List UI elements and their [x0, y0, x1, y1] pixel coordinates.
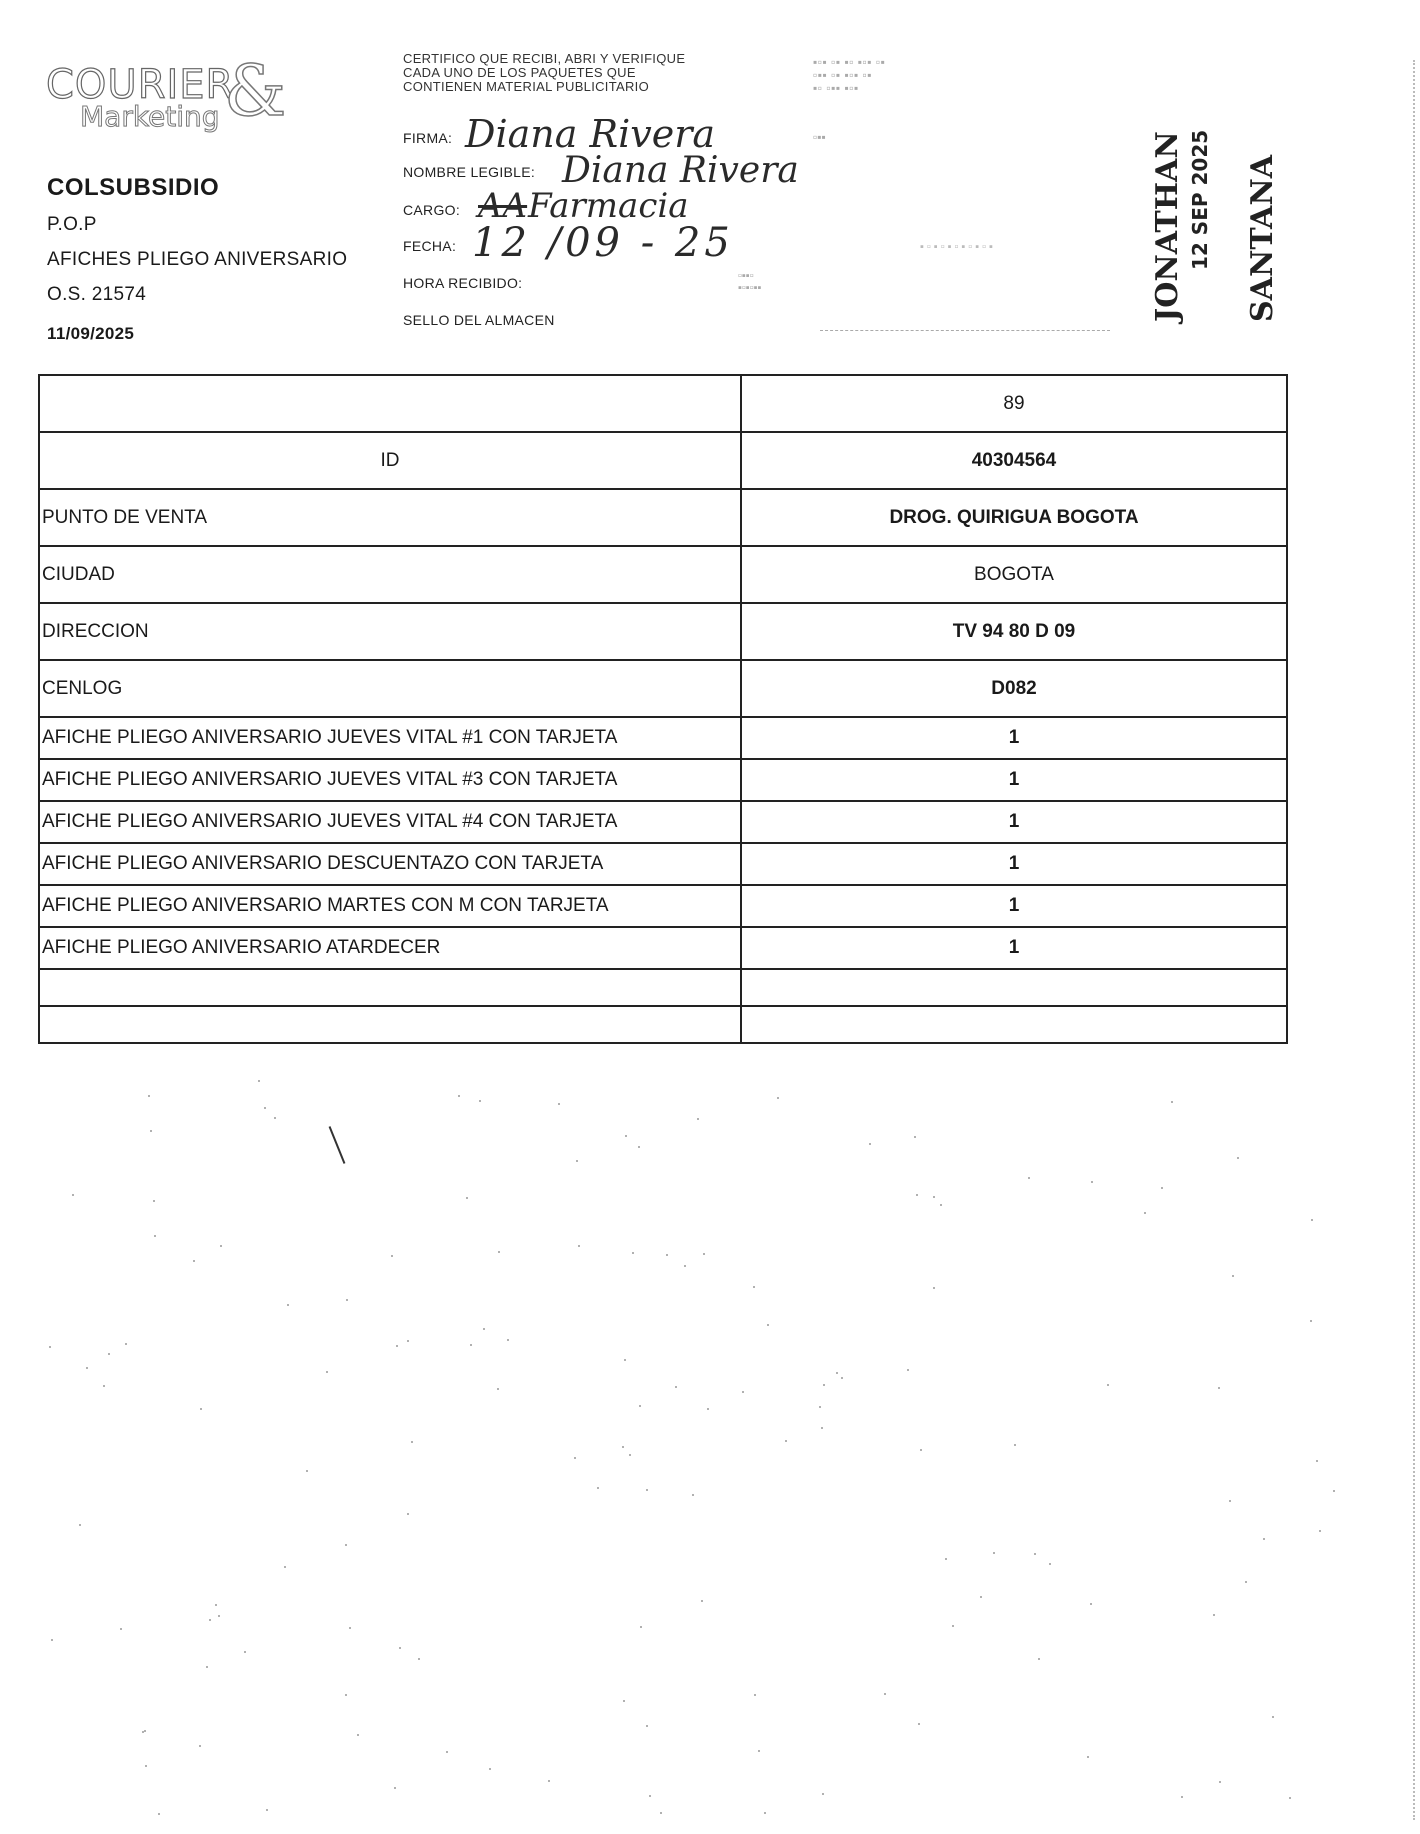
cargo-label: CARGO: [403, 202, 461, 218]
scan-speck [411, 1441, 413, 1443]
scan-speck [1144, 1212, 1146, 1214]
row-label: AFICHE PLIEGO ANIVERSARIO JUEVES VITAL #1 CON TARJETA [39, 717, 741, 759]
scan-speck [1087, 1756, 1089, 1758]
scan-speck [200, 1408, 202, 1410]
row-label: AFICHE PLIEGO ANIVERSARIO ATARDECER [39, 927, 741, 969]
scan-speck [1311, 1219, 1313, 1221]
scan-speck [1245, 1581, 1247, 1583]
scan-speck [345, 1544, 347, 1546]
table-row [39, 603, 1287, 660]
scan-speck [742, 1391, 744, 1393]
scan-speck [1263, 1538, 1265, 1540]
scan-speck [1107, 1384, 1109, 1386]
scan-speck [914, 1136, 916, 1138]
scan-speck [396, 1345, 398, 1347]
scan-speck [548, 1780, 550, 1782]
scan-speck [623, 1700, 625, 1702]
faded-ghost-stamp: ▫▪▪▫ ▪▫▪▫▪▪ [738, 270, 762, 294]
scan-speck [1319, 1530, 1321, 1532]
scan-speck [349, 1627, 351, 1629]
scan-speck [625, 1135, 627, 1137]
scan-speck [980, 1596, 982, 1598]
scan-speck [576, 1160, 578, 1162]
scan-speck [497, 1388, 499, 1390]
stamp-name-2: SANTANA [1245, 154, 1280, 322]
row-value: BOGOTA [741, 546, 1287, 603]
scan-speck [142, 1731, 144, 1733]
scan-speck [785, 1440, 787, 1442]
client-name: COLSUBSIDIO [47, 174, 220, 201]
faded-ghost-text: ▫▪▪ [813, 130, 826, 144]
table-row [39, 801, 1287, 843]
scan-speck [1219, 1781, 1221, 1783]
scan-speck [287, 1304, 289, 1306]
scan-speck [597, 1487, 599, 1489]
scan-speck [498, 1251, 500, 1253]
scan-speck [697, 1118, 699, 1120]
scan-speck [284, 1566, 286, 1568]
scan-speck [150, 1130, 152, 1132]
row-label: AFICHE PLIEGO ANIVERSARIO DESCUENTAZO CON TARJETA [39, 843, 741, 885]
scan-speck [945, 1558, 947, 1560]
nombre-row [403, 164, 535, 180]
fecha-row [403, 238, 456, 254]
table-row [39, 759, 1287, 801]
firma-signature: Diana Rivera [465, 112, 716, 156]
material-type: P.O.P [47, 214, 97, 235]
scan-speck [154, 1235, 156, 1237]
scan-speck [258, 1080, 260, 1082]
scan-speck [193, 1260, 195, 1262]
row-value: D082 [741, 660, 1287, 717]
scan-speck [1289, 1797, 1291, 1799]
scan-speck [49, 1346, 51, 1348]
scan-speck [629, 1454, 631, 1456]
certification-text [403, 52, 763, 94]
scan-speck [841, 1377, 843, 1379]
scan-speck [1091, 1181, 1093, 1183]
table-row [39, 927, 1287, 969]
scan-speck [675, 1386, 677, 1388]
scan-speck [144, 1730, 146, 1732]
row-value: 1 [741, 717, 1287, 759]
scan-speck [758, 1750, 760, 1752]
scan-speck [884, 1693, 886, 1695]
row-value: 1 [741, 801, 1287, 843]
row-label: ID [39, 432, 741, 489]
scan-speck [466, 1197, 468, 1199]
row-label: AFICHE PLIEGO ANIVERSARIO MARTES CON M CON TARJETA [39, 885, 741, 927]
scan-edge [1413, 60, 1416, 1820]
scan-speck [1034, 1553, 1036, 1555]
logo-marketing-text: Marketing [80, 100, 220, 133]
scan-speck [72, 1194, 74, 1196]
row-value: 40304564 [741, 432, 1287, 489]
scan-speck [660, 1812, 662, 1814]
scan-speck [578, 1245, 580, 1247]
scan-speck [218, 1615, 220, 1617]
scan-speck [1181, 1796, 1183, 1798]
scan-speck [1028, 1177, 1030, 1179]
courier-marketing-logo [44, 50, 287, 135]
scan-speck [244, 1651, 246, 1653]
scan-speck [274, 1117, 276, 1119]
scan-speck [103, 1385, 105, 1387]
scan-speck [993, 1552, 995, 1554]
scan-speck [483, 1328, 485, 1330]
scan-speck [407, 1340, 409, 1342]
scan-speck [153, 1200, 155, 1202]
scan-speck [777, 1097, 779, 1099]
scan-speck [666, 1254, 668, 1256]
scan-speck [446, 1751, 448, 1753]
scan-speck [558, 1103, 560, 1105]
scan-speck [920, 1449, 922, 1451]
scan-speck [199, 1745, 201, 1747]
scan-speck [624, 1359, 626, 1361]
scan-speck [918, 1723, 920, 1725]
scan-speck [638, 1146, 640, 1148]
row-label: AFICHE PLIEGO ANIVERSARIO JUEVES VITAL #3 CON TARJETA [39, 759, 741, 801]
table-row [39, 375, 1287, 432]
scan-speck [836, 1372, 838, 1374]
row-value: 89 [741, 375, 1287, 432]
scan-speck [764, 1812, 766, 1814]
scan-speck [1218, 1387, 1220, 1389]
order-description: AFICHES PLIEGO ANIVERSARIO [47, 249, 348, 270]
logo-courier-text: COURIER [46, 62, 235, 108]
scan-speck [701, 1600, 703, 1602]
cert-line: CONTIENEN MATERIAL PUBLICITARIO [403, 79, 649, 94]
table-row [39, 660, 1287, 717]
order-number: O.S. 21574 [47, 284, 147, 305]
faded-ghost-text: ▪▫▪ ▫▪ ▪▫ ▪▫▪ ▫▪ ▫▪▪ ▫▪ ▪▫▪ ▫▪ ▪▫ ▫▪▪ ▪▫▪ [813, 55, 886, 95]
scan-speck [767, 1324, 769, 1326]
row-label [39, 375, 741, 432]
sello-row [403, 312, 555, 328]
scan-speck [470, 1344, 472, 1346]
table-row [39, 432, 1287, 489]
scan-speck [1333, 1490, 1335, 1492]
order-info [47, 174, 347, 357]
scan-speck [51, 1639, 53, 1641]
scan-speck [209, 1619, 211, 1621]
scan-speck [1213, 1614, 1215, 1616]
scan-speck [822, 1793, 824, 1795]
row-value: DROG. QUIRIGUA BOGOTA [741, 489, 1287, 546]
table-row [39, 969, 1287, 1006]
cargo-handwritten: Farmacia [528, 186, 689, 226]
row-value: 1 [741, 843, 1287, 885]
scan-speck [399, 1647, 401, 1649]
cargo-struck: AA [478, 186, 528, 226]
stamp-name-1: JONATHAN [1150, 131, 1185, 322]
scan-speck [125, 1343, 127, 1345]
scan-speck [1090, 1603, 1092, 1605]
scan-speck [1229, 1500, 1231, 1502]
scan-speck [632, 1252, 634, 1254]
row-label: DIRECCION [39, 603, 741, 660]
pen-mark [329, 1126, 346, 1164]
table-row [39, 717, 1287, 759]
scan-speck [1014, 1444, 1016, 1446]
scan-speck [220, 1245, 222, 1247]
cert-line: CADA UNO DE LOS PAQUETES QUE [403, 65, 636, 80]
scan-speck [940, 1204, 942, 1206]
row-value: 1 [741, 759, 1287, 801]
scan-speck [907, 1369, 909, 1371]
scan-speck [933, 1287, 935, 1289]
scan-speck [1316, 1460, 1318, 1462]
cert-line: CERTIFICO QUE RECIBI, ABRI Y VERIFIQUE [403, 51, 686, 66]
scan-speck [489, 1768, 491, 1770]
scan-speck [1232, 1275, 1234, 1277]
scan-speck [823, 1384, 825, 1386]
scan-speck [346, 1299, 348, 1301]
scan-speck [574, 1457, 576, 1459]
row-label [39, 1006, 741, 1043]
scan-speck [86, 1367, 88, 1369]
row-value: TV 94 80 D 09 [741, 603, 1287, 660]
scan-speck [264, 1107, 266, 1109]
row-label [39, 969, 741, 1006]
scan-speck [622, 1446, 624, 1448]
row-label: PUNTO DE VENTA [39, 489, 741, 546]
scan-speck [754, 1694, 756, 1696]
fecha-handwritten: 12 /09 - 25 [472, 220, 734, 266]
logo-ampersand: & [224, 50, 287, 132]
firma-label: FIRMA: [403, 130, 453, 146]
table-row [39, 546, 1287, 603]
scan-speck [933, 1196, 935, 1198]
scan-speck [158, 1813, 160, 1815]
scan-speck [120, 1628, 122, 1630]
scan-speck [646, 1489, 648, 1491]
sello-label: SELLO DEL ALMACEN [403, 312, 555, 328]
row-label: CENLOG [39, 660, 741, 717]
hora-row [403, 275, 522, 291]
nombre-handwritten: Diana Rivera [562, 150, 799, 191]
scan-speck [357, 1734, 359, 1736]
table-row [39, 489, 1287, 546]
firma-row [403, 130, 452, 146]
scan-speck [821, 1427, 823, 1429]
row-value: 1 [741, 927, 1287, 969]
faded-ghost-line: ▪▫▪▫▪▫▪▫▪▫▪ [920, 241, 996, 253]
cargo-row [403, 202, 460, 218]
row-value [741, 969, 1287, 1006]
scan-speck [266, 1809, 268, 1811]
stamp-date: 12 SEP 2025 [1188, 129, 1212, 270]
scan-speck [1161, 1187, 1163, 1189]
table-row [39, 885, 1287, 927]
scan-speck [649, 1795, 651, 1797]
scan-speck [1049, 1563, 1051, 1565]
scan-speck [1310, 1320, 1312, 1322]
scan-speck [145, 1765, 147, 1767]
scan-speck [1272, 1716, 1274, 1718]
hora-label: HORA RECIBIDO: [403, 275, 523, 291]
scan-speck [952, 1625, 954, 1627]
table-row [39, 843, 1287, 885]
scan-speck [753, 1286, 755, 1288]
scan-speck [391, 1255, 393, 1257]
scan-speck [108, 1353, 110, 1355]
scan-speck [215, 1604, 217, 1606]
scan-speck [684, 1265, 686, 1267]
scan-speck [1038, 1658, 1040, 1660]
scan-speck [507, 1339, 509, 1341]
scan-speck [79, 1524, 81, 1526]
scan-speck [1237, 1157, 1239, 1159]
scan-speck [916, 1194, 918, 1196]
row-label: AFICHE PLIEGO ANIVERSARIO JUEVES VITAL #4 CON TARJETA [39, 801, 741, 843]
scan-speck [326, 1371, 328, 1373]
dotted-line [820, 330, 1110, 331]
scan-speck [458, 1095, 460, 1097]
scan-speck [707, 1408, 709, 1410]
scan-speck [640, 1626, 642, 1628]
scan-speck [692, 1494, 694, 1496]
scan-speck [148, 1095, 150, 1097]
scan-speck [1171, 1101, 1173, 1103]
scan-speck [418, 1658, 420, 1660]
scan-speck [345, 1694, 347, 1696]
fecha-label: FECHA: [403, 238, 457, 254]
scan-speck [646, 1725, 648, 1727]
scan-speck [703, 1253, 705, 1255]
scan-speck [394, 1787, 396, 1789]
scan-speck [479, 1100, 481, 1102]
row-value: 1 [741, 885, 1287, 927]
nombre-label: NOMBRE LEGIBLE: [403, 164, 536, 180]
scan-speck [639, 1405, 641, 1407]
order-date: 11/09/2025 [47, 324, 135, 343]
scan-speck [407, 1513, 409, 1515]
row-label: CIUDAD [39, 546, 741, 603]
scan-speck [206, 1666, 208, 1668]
row-value [741, 1006, 1287, 1043]
scan-speck [306, 1470, 308, 1472]
scan-speck [869, 1143, 871, 1145]
table-row [39, 1006, 1287, 1043]
delivery-table [38, 374, 1288, 1044]
scan-speck [819, 1406, 821, 1408]
